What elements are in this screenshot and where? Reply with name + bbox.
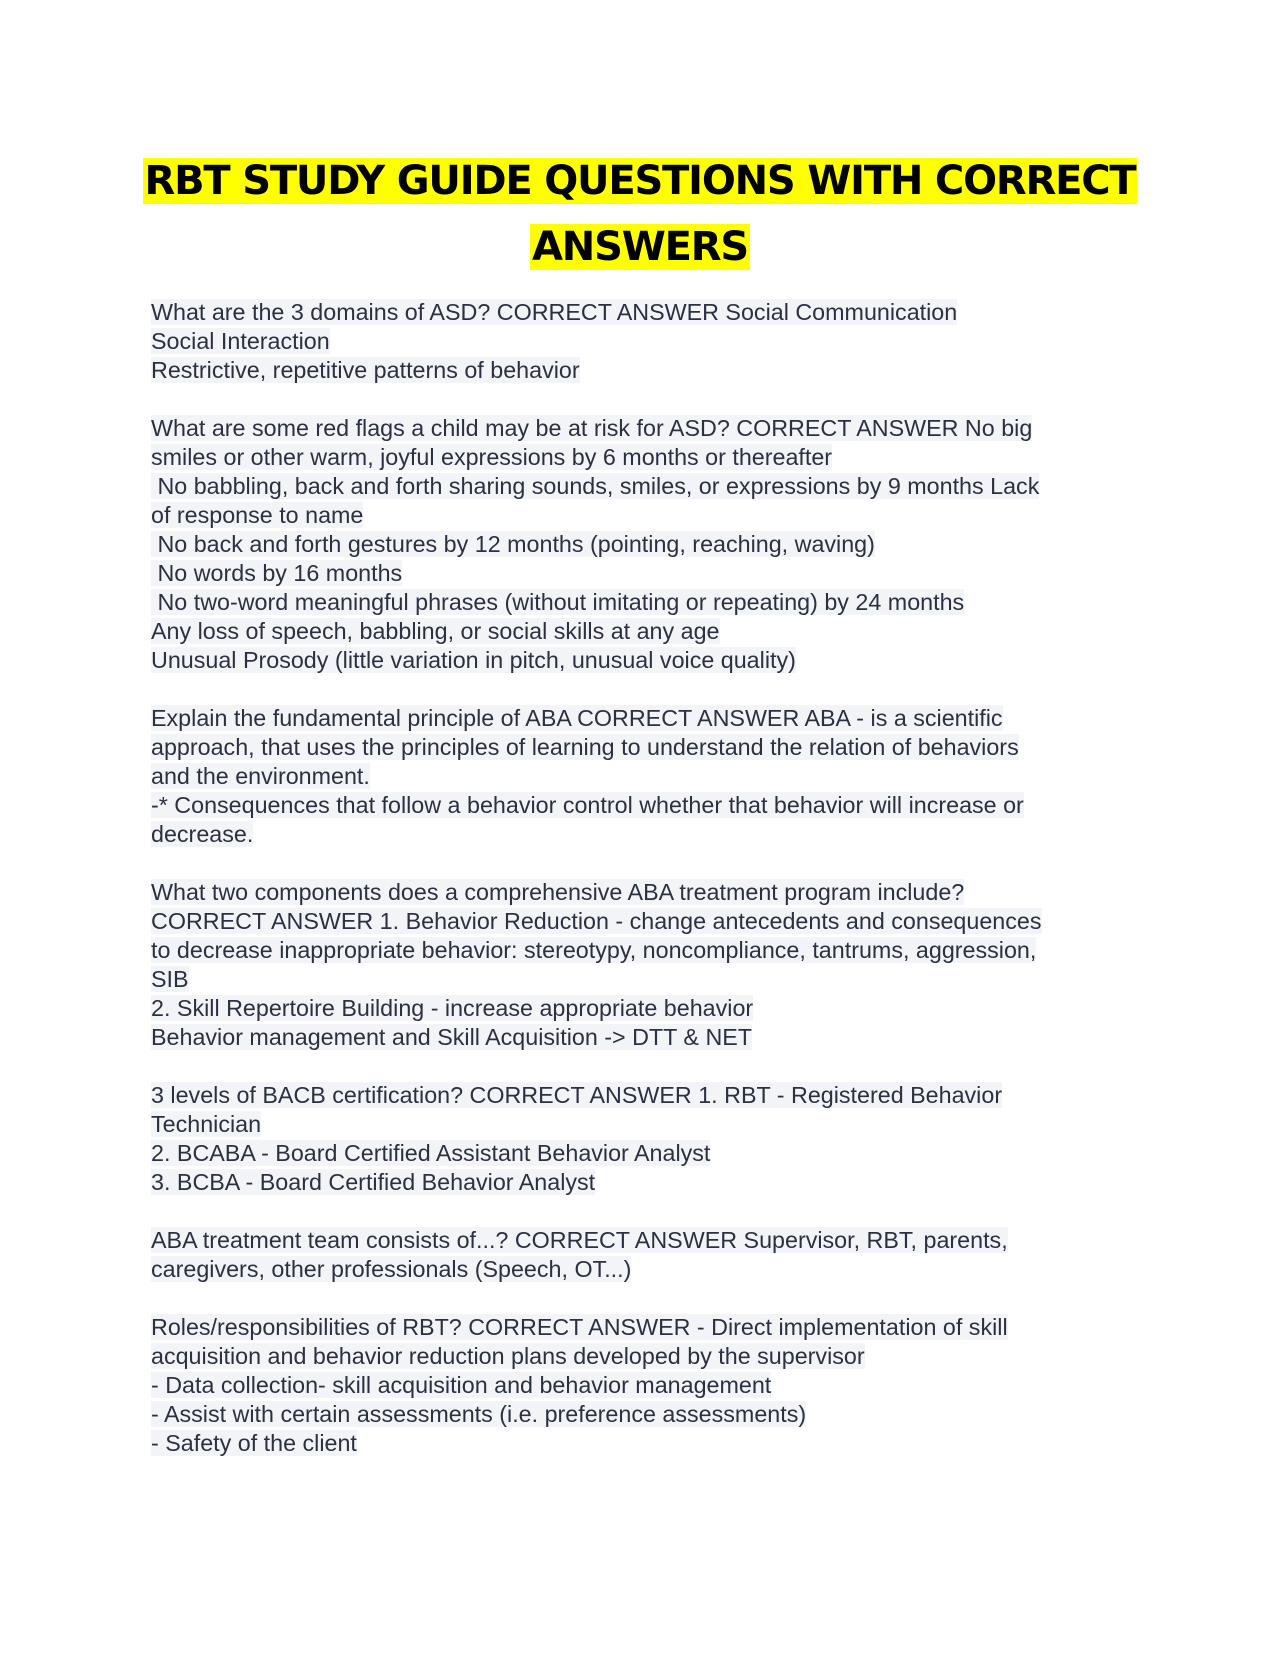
- text-line: [151, 965, 1131, 994]
- qa-block: [151, 1226, 1131, 1284]
- line-text: - Data collection- skill acquisition and behavior management: [151, 1372, 772, 1398]
- line-text: Social Interaction: [151, 328, 330, 354]
- line-text: Unusual Prosody (little variation in pitch, unusual voice quality): [151, 647, 796, 673]
- text-line: [151, 733, 1131, 762]
- line-text: - Assist with certain assessments (i.e. preference assessments): [151, 1401, 807, 1427]
- text-line: [151, 1400, 1131, 1429]
- text-line: [151, 1226, 1131, 1255]
- text-line: [151, 356, 1131, 385]
- text-line: [151, 1313, 1131, 1342]
- line-text: No two-word meaningful phrases (without imitating or repeating) by 24 months: [151, 589, 965, 615]
- line-text: No words by 16 months: [151, 560, 403, 586]
- text-line: [151, 1342, 1131, 1371]
- text-line: [151, 820, 1131, 849]
- line-text: smiles or other warm, joyful expressions by 6 months or thereafter: [151, 444, 833, 470]
- text-line: [151, 1255, 1131, 1284]
- text-line: [151, 994, 1131, 1023]
- line-text: Any loss of speech, babbling, or social skills at any age: [151, 618, 720, 644]
- qa-block: [151, 878, 1131, 1052]
- line-text: Restrictive, repetitive patterns of behavior: [151, 357, 580, 383]
- line-text: Behavior management and Skill Acquisition -> DTT & NET: [151, 1024, 753, 1050]
- text-line: [151, 1139, 1131, 1168]
- qa-block: [151, 298, 1131, 385]
- line-text: CORRECT ANSWER 1. Behavior Reduction - change antecedents and consequences: [151, 908, 1042, 934]
- text-line: [151, 878, 1131, 907]
- title-text: ANSWERS: [532, 224, 748, 270]
- text-line: [151, 501, 1131, 530]
- qa-block: [151, 414, 1131, 675]
- text-line: [151, 559, 1131, 588]
- line-text: No babbling, back and forth sharing sounds, smiles, or expressions by 9 months Lack: [151, 473, 1040, 499]
- text-line: [151, 617, 1131, 646]
- text-line: [151, 791, 1131, 820]
- text-line: [151, 530, 1131, 559]
- text-line: [151, 414, 1131, 443]
- line-text: What two components does a comprehensive ABA treatment program include?: [151, 879, 965, 905]
- line-text: SIB: [151, 966, 189, 992]
- line-text: What are the 3 domains of ASD? CORRECT ANSWER Social Communication: [151, 299, 958, 325]
- qa-block: [151, 1313, 1131, 1458]
- line-text: 3 levels of BACB certification? CORRECT ANSWER 1. RBT - Registered Behavior: [151, 1082, 1003, 1108]
- line-text: What are some red flags a child may be at risk for ASD? CORRECT ANSWER No big: [151, 415, 1033, 441]
- line-text: acquisition and behavior reduction plans developed by the supervisor: [151, 1343, 865, 1369]
- text-line: [151, 1110, 1131, 1139]
- text-line: [151, 646, 1131, 675]
- text-line: [151, 443, 1131, 472]
- line-text: - Safety of the client: [151, 1430, 357, 1456]
- text-line: [151, 588, 1131, 617]
- text-line: [151, 762, 1131, 791]
- text-line: [151, 1081, 1131, 1110]
- line-text: and the environment.: [151, 763, 370, 789]
- line-text: approach, that uses the principles of learning to understand the relation of behaviors: [151, 734, 1019, 760]
- line-text: -* Consequences that follow a behavior control whether that behavior will increase or: [151, 792, 1024, 818]
- text-line: [151, 907, 1131, 936]
- title-text: RBT STUDY GUIDE QUESTIONS WITH CORRECT: [144, 158, 1136, 204]
- text-line: [151, 1429, 1131, 1458]
- text-line: [151, 1023, 1131, 1052]
- document-title: [0, 148, 1280, 280]
- line-text: caregivers, other professionals (Speech, OT...): [151, 1256, 632, 1282]
- line-text: No back and forth gestures by 12 months (pointing, reaching, waving): [151, 531, 875, 557]
- text-line: [151, 298, 1131, 327]
- line-text: Roles/responsibilities of RBT? CORRECT ANSWER - Direct implementation of skill: [151, 1314, 1008, 1340]
- title-line: [0, 148, 1280, 214]
- qa-block: [151, 1081, 1131, 1197]
- title-line: [0, 214, 1280, 280]
- qa-block: [151, 704, 1131, 849]
- text-line: [151, 704, 1131, 733]
- line-text: of response to name: [151, 502, 364, 528]
- line-text: to decrease inappropriate behavior: stereotypy, noncompliance, tantrums, aggression,: [151, 937, 1037, 963]
- line-text: 2. Skill Repertoire Building - increase appropriate behavior: [151, 995, 754, 1021]
- text-line: [151, 936, 1131, 965]
- line-text: decrease.: [151, 821, 254, 847]
- line-text: Technician: [151, 1111, 262, 1137]
- document-body: [151, 298, 1131, 1487]
- line-text: ABA treatment team consists of...? CORRECT ANSWER Supervisor, RBT, parents,: [151, 1227, 1008, 1253]
- text-line: [151, 472, 1131, 501]
- line-text: 2. BCABA - Board Certified Assistant Behavior Analyst: [151, 1140, 711, 1166]
- line-text: 3. BCBA - Board Certified Behavior Analyst: [151, 1169, 596, 1195]
- text-line: [151, 1168, 1131, 1197]
- text-line: [151, 1371, 1131, 1400]
- text-line: [151, 327, 1131, 356]
- line-text: Explain the fundamental principle of ABA CORRECT ANSWER ABA - is a scientific: [151, 705, 1003, 731]
